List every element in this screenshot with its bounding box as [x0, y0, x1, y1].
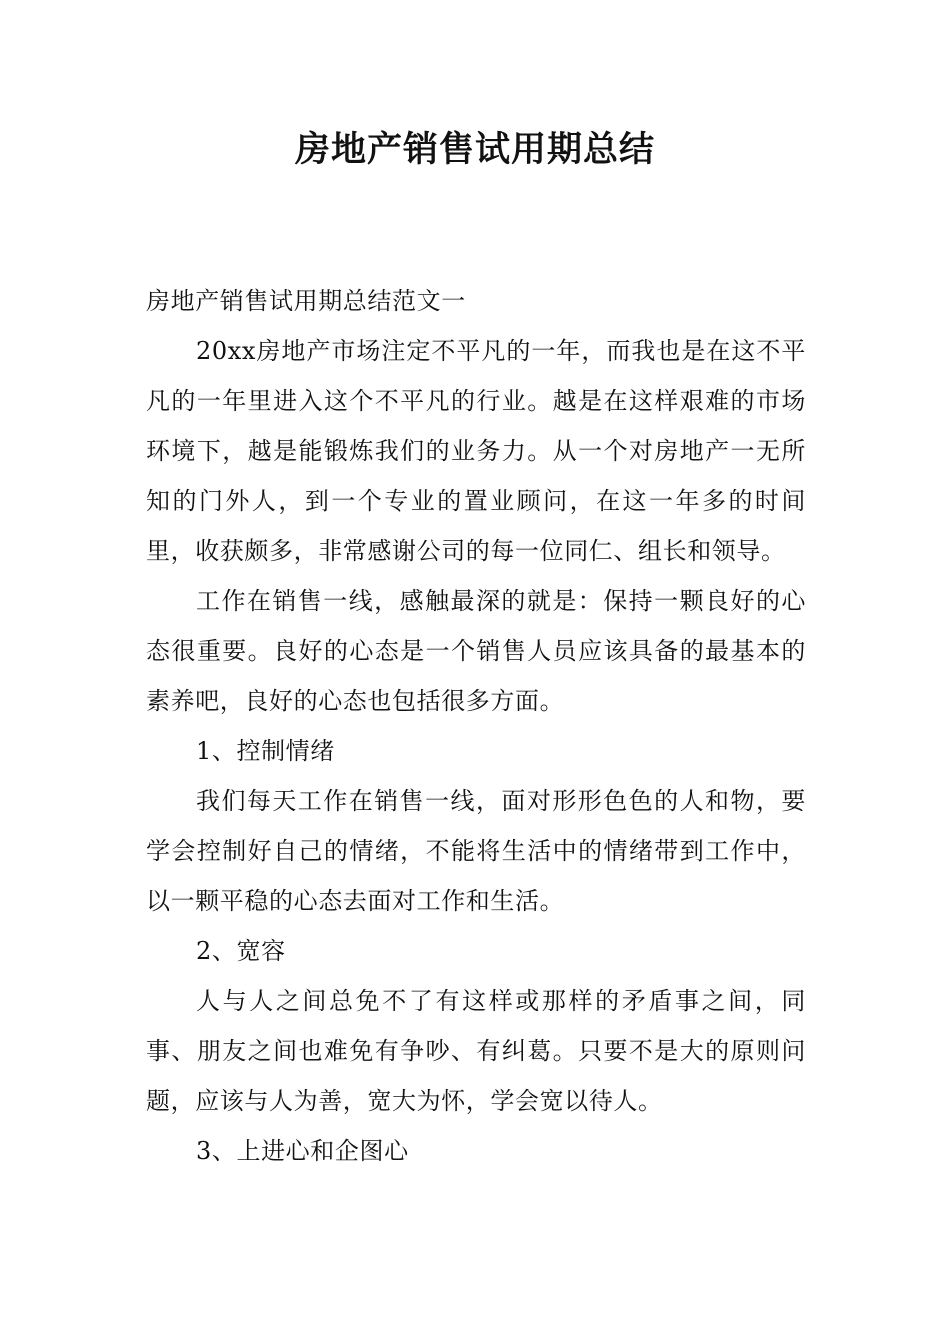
- paragraph: 我们每天工作在销售一线，面对形形色色的人和物，要学会控制好自己的情绪，不能将生活中的情绪带到工作中，以一颗平稳的心态去面对工作和生活。: [146, 787, 806, 915]
- document-subtitle: 房地产销售试用期总结范文一: [146, 287, 466, 315]
- section-heading: 2、宽容: [196, 937, 286, 965]
- section-heading: 3、上进心和企图心: [196, 1137, 409, 1165]
- document-title: 房地产销售试用期总结: [294, 130, 655, 170]
- paragraph: 工作在销售一线，感触最深的就是：保持一颗良好的心态很重要。良好的心态是一个销售人员应该具备的最基本的素养吧，良好的心态也包括很多方面。: [146, 587, 806, 715]
- paragraph: 20xx房地产市场注定不平凡的一年，而我也是在这不平凡的一年里进入这个不平凡的行业。越是在这样艰难的市场环境下，越是能锻炼我们的业务力。从一个对房地产一无所知的门外人，到一个专业的置业顾问，在这一年多的时间里，收获颇多，非常感谢公司的每一位同仁、组长和领导。: [146, 337, 806, 565]
- document-body: [146, 276, 806, 1176]
- section-heading: 1、控制情绪: [196, 737, 335, 765]
- paragraph: 人与人之间总免不了有这样或那样的矛盾事之间，同事、朋友之间也难免有争吵、有纠葛。只要不是大的原则问题，应该与人为善，宽大为怀，学会宽以待人。: [146, 987, 806, 1115]
